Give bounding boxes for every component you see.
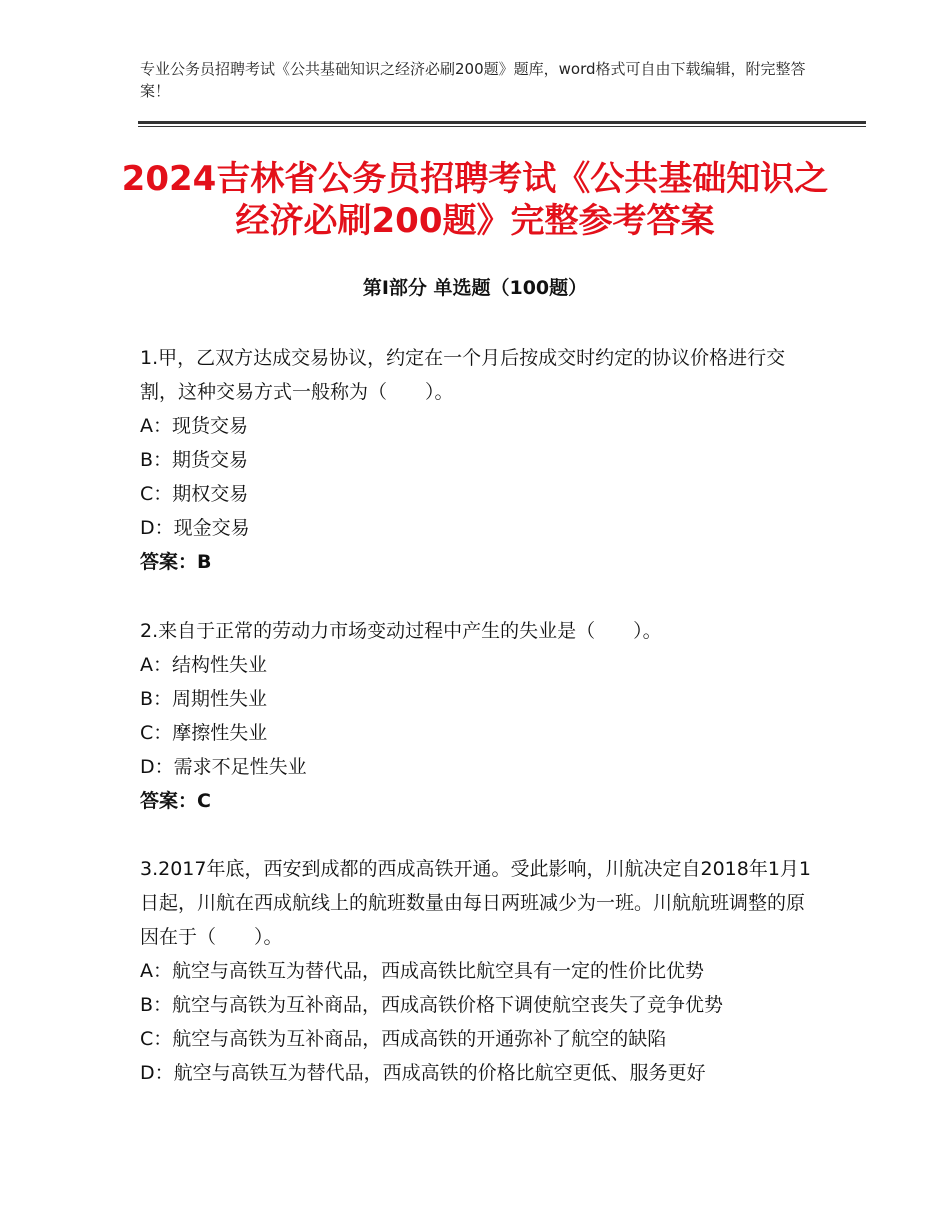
option-c: C：期权交易 xyxy=(140,483,249,505)
section-title: 第Ⅰ部分 单选题（100题） xyxy=(362,277,588,299)
option-b: B：周期性失业 xyxy=(140,688,268,710)
option-d: D：航空与高铁互为替代品，西成高铁的价格比航空更低、服务更好 xyxy=(140,1062,706,1084)
option-b: B：期货交易 xyxy=(140,449,249,471)
question-stem: 1.甲，乙双方达成交易协议，约定在一个月后按成交时约定的协议价格进行交割，这种交易方式一般称为（ ）。 xyxy=(140,347,786,403)
header-rule-thick xyxy=(138,121,866,124)
answer: 答案：C xyxy=(140,790,211,812)
answer: 答案：B xyxy=(140,551,212,573)
option-b: B：航空与高铁为互补商品，西成高铁价格下调使航空丧失了竞争优势 xyxy=(140,994,724,1016)
option-a: A：结构性失业 xyxy=(140,654,267,676)
option-c: C：摩擦性失业 xyxy=(140,722,268,744)
question-stem: 3.2017年底，西安到成都的西成高铁开通。受此影响，川航决定自2018年1月1日起，川航在西成航线上的航班数量由每日两班减少为一班。川航航班调整的原因在于（ ）。 xyxy=(140,858,812,948)
question-3 xyxy=(140,852,820,1090)
header-note: 专业公务员招聘考试《公共基础知识之经济必刷200题》题库，word格式可自由下载编辑，附完整答案！ xyxy=(140,60,806,100)
question-1 xyxy=(140,341,820,579)
option-c: C：航空与高铁为互补商品，西成高铁的开通弥补了航空的缺陷 xyxy=(140,1028,667,1050)
option-a: A：航空与高铁互为替代品，西成高铁比航空具有一定的性价比优势 xyxy=(140,960,704,982)
question-2 xyxy=(140,614,820,818)
document-title: 2024吉林省公务员招聘考试《公共基础知识之经济必刷200题》完整参考答案 xyxy=(121,159,829,241)
header-rule-thin xyxy=(138,126,866,127)
option-a: A：现货交易 xyxy=(140,415,248,437)
question-stem: 2.来自于正常的劳动力市场变动过程中产生的失业是（ ）。 xyxy=(140,620,662,642)
option-d: D：现金交易 xyxy=(140,517,250,539)
option-d: D：需求不足性失业 xyxy=(140,756,307,778)
